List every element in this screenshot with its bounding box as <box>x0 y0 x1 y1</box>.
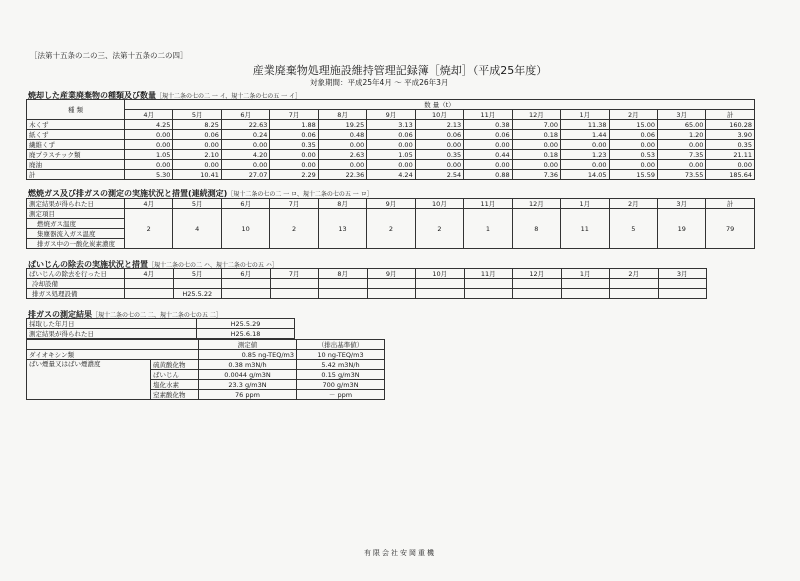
blank-cell <box>27 340 199 350</box>
date-cell <box>658 279 707 289</box>
count-cell: 19 <box>657 209 705 249</box>
month-header: 8月 <box>319 269 368 279</box>
date-cell <box>416 289 465 299</box>
table-row <box>27 120 755 130</box>
date-cell <box>513 289 562 299</box>
quantity-cell: 8.25 <box>173 120 221 130</box>
quantity-cell: 0.35 <box>270 140 318 150</box>
pollutant-standard: － ppm <box>297 390 385 400</box>
date-cell <box>125 279 174 289</box>
waste-type-label: 繊維くず <box>27 140 125 150</box>
quantity-cell: 2.29 <box>270 170 318 180</box>
quantity-cell: 11.38 <box>561 120 609 130</box>
quantity-cell: 0.00 <box>125 130 173 140</box>
pollutant-label: 塩化水素 <box>151 380 199 390</box>
quantity-cell: 0.35 <box>415 150 463 160</box>
table-row <box>27 150 755 160</box>
date-cell <box>610 279 659 289</box>
month-header: 11月 <box>464 110 512 120</box>
section2-title: 燃焼ガス及び排ガスの測定の実施状況と措置(連続測定) <box>28 189 228 198</box>
month-header: 1月 <box>561 269 610 279</box>
quantity-cell: 0.06 <box>270 130 318 140</box>
count-cell: 4 <box>173 209 221 249</box>
total-header: 計 <box>706 199 754 209</box>
waste-type-label: 計 <box>27 170 125 180</box>
month-header: 8月 <box>318 110 366 120</box>
count-cell: 8 <box>512 209 560 249</box>
month-header: 7月 <box>270 110 318 120</box>
item-label: 燃焼ガス温度 <box>27 219 125 229</box>
quantity-cell: 160.28 <box>706 120 755 130</box>
quantity-cell: 5.30 <box>125 170 173 180</box>
month-header: 1月 <box>561 110 609 120</box>
date-cell <box>464 279 513 289</box>
pollutant-label: ばいじん <box>151 370 199 380</box>
quantity-cell: 0.18 <box>512 130 560 140</box>
quantity-cell: 0.00 <box>125 140 173 150</box>
quantity-cell: 0.00 <box>561 140 609 150</box>
quantity-cell: 0.00 <box>221 140 269 150</box>
dioxin-standard: 10 ng-TEQ/m3 <box>297 350 385 360</box>
month-header: 3月 <box>657 199 705 209</box>
quantity-cell: 0.00 <box>221 160 269 170</box>
table-row <box>27 360 385 370</box>
quantity-cell: 0.00 <box>415 160 463 170</box>
column-header-standard: （排出基準値） <box>297 340 385 350</box>
column-header-quantity: 数 量（t） <box>125 100 755 110</box>
quantity-cell: 0.06 <box>173 130 221 140</box>
count-cell: 13 <box>318 209 366 249</box>
month-header: 10月 <box>416 269 465 279</box>
exhaust-results-table <box>26 339 385 400</box>
quantity-cell: 0.18 <box>512 150 560 160</box>
quantity-cell: 7.36 <box>512 170 560 180</box>
quantity-cell: 0.38 <box>464 120 512 130</box>
quantity-cell: 65.00 <box>657 120 705 130</box>
waste-type-label: 廃プラスチック類 <box>27 150 125 160</box>
quantity-cell: 0.00 <box>318 140 366 150</box>
table-row <box>27 130 755 140</box>
month-header-row <box>27 269 707 279</box>
equipment-label: 冷却設備 <box>27 279 125 289</box>
month-header: 7月 <box>270 269 319 279</box>
date-cell <box>513 279 562 289</box>
quantity-cell: 185.64 <box>706 170 755 180</box>
sample-date-value: H25.5.29 <box>197 319 295 329</box>
pollutant-value: 0.38 m3N/h <box>199 360 297 370</box>
month-header: 4月 <box>125 269 174 279</box>
month-header-row <box>27 110 755 120</box>
table-row <box>27 170 755 180</box>
date-cell <box>367 279 416 289</box>
date-cell <box>125 289 174 299</box>
quantity-cell: 0.00 <box>415 140 463 150</box>
sample-date-label: 採取した年月日 <box>27 319 197 329</box>
section3-ref: ［規十二条の七の二 ハ、規十二条の七の五 ハ］ <box>148 262 278 269</box>
quantity-cell: 0.00 <box>609 160 657 170</box>
quantity-cell: 0.44 <box>464 150 512 160</box>
items-label: 測定項目 <box>27 209 125 219</box>
date-cell <box>222 279 271 289</box>
waste-type-label: 廃油 <box>27 160 125 170</box>
quantity-cell: 0.00 <box>125 160 173 170</box>
page-title: 産業廃棄物処理施設維持管理記録簿［焼却］（平成25年度） <box>252 64 548 77</box>
quantity-cell: 1.05 <box>367 150 415 160</box>
section4-title: 排ガスの測定結果 <box>28 310 92 319</box>
quantity-cell: 0.00 <box>318 160 366 170</box>
target-period: 対象期間：平成25年4月 ～ 平成26年3月 <box>310 78 449 87</box>
quantity-cell: 0.00 <box>561 160 609 170</box>
quantity-cell: 0.00 <box>173 160 221 170</box>
month-header: 4月 <box>125 199 173 209</box>
quantity-cell: 0.53 <box>609 150 657 160</box>
date-label: 測定結果が得られた日 <box>27 199 125 209</box>
month-header: 7月 <box>270 199 318 209</box>
result-date-value: H25.6.18 <box>197 329 295 339</box>
column-header-measured: 測定値 <box>199 340 297 350</box>
date-cell <box>222 289 271 299</box>
waste-type-label: 木くず <box>27 120 125 130</box>
quantity-cell: 0.00 <box>270 160 318 170</box>
quantity-cell: 7.00 <box>512 120 560 130</box>
pollutant-value: 23.3 g/m3N <box>199 380 297 390</box>
quantity-cell: 0.06 <box>609 130 657 140</box>
month-header: 8月 <box>318 199 366 209</box>
quantity-cell: 14.05 <box>561 170 609 180</box>
smoke-label: ばい煙量又はばい煙濃度 <box>27 360 151 400</box>
quantity-cell: 1.20 <box>657 130 705 140</box>
quantity-cell: 73.55 <box>657 170 705 180</box>
quantity-cell: 0.35 <box>706 140 755 150</box>
month-header: 10月 <box>415 110 463 120</box>
quantity-cell: 1.88 <box>270 120 318 130</box>
date-cell <box>561 289 610 299</box>
quantity-cell: 0.00 <box>367 160 415 170</box>
quantity-cell: 7.35 <box>657 150 705 160</box>
company-name: 有限会社安岡重機 <box>364 549 436 557</box>
quantity-cell: 1.23 <box>561 150 609 160</box>
table-row <box>27 350 385 360</box>
month-header: 5月 <box>173 199 221 209</box>
month-header: 3月 <box>657 110 705 120</box>
quantity-cell: 0.00 <box>609 140 657 150</box>
exhaust-dates-table <box>26 318 295 339</box>
table-row <box>27 279 707 289</box>
quantity-cell: 10.41 <box>173 170 221 180</box>
section3-title: ばいじんの除去の実施状況と措置 <box>28 260 148 269</box>
item-label: 集塵器流入ガス温度 <box>27 229 125 239</box>
month-header: 2月 <box>609 199 657 209</box>
count-cell: 79 <box>706 209 754 249</box>
law-reference: ［法第十五条の二の三、法第十五条の二の四］ <box>30 51 188 60</box>
quantity-cell: 4.24 <box>367 170 415 180</box>
month-header: 10月 <box>415 199 463 209</box>
quantity-cell: 3.13 <box>367 120 415 130</box>
waste-type-label: 紙くず <box>27 130 125 140</box>
date-cell <box>464 289 513 299</box>
month-header: 5月 <box>173 110 221 120</box>
quantity-cell: 15.00 <box>609 120 657 130</box>
quantity-cell: 0.00 <box>657 140 705 150</box>
pollutant-label: 窒素酸化物 <box>151 390 199 400</box>
gas-measurement-table <box>26 198 755 249</box>
table-header-row <box>27 100 755 110</box>
waste-quantity-table <box>26 99 755 180</box>
table-header-row <box>27 340 385 350</box>
quantity-cell: 0.24 <box>221 130 269 140</box>
count-cell: 5 <box>609 209 657 249</box>
date-cell: H25.5.22 <box>173 289 222 299</box>
date-cell <box>319 289 368 299</box>
quantity-cell: 2.63 <box>318 150 366 160</box>
quantity-cell: 1.05 <box>125 150 173 160</box>
quantity-cell: 22.36 <box>318 170 366 180</box>
quantity-cell: 0.00 <box>512 160 560 170</box>
quantity-cell: 1.44 <box>561 130 609 140</box>
month-header: 2月 <box>609 110 657 120</box>
quantity-cell: 2.10 <box>173 150 221 160</box>
month-header: 6月 <box>222 269 271 279</box>
section2-ref: ［規十二条の七の二 一 ロ、規十二条の七の五 一 ロ］ <box>227 191 373 198</box>
month-header: 9月 <box>367 110 415 120</box>
pollutant-label: 硫黄酸化物 <box>151 360 199 370</box>
count-cell: 2 <box>367 209 415 249</box>
quantity-cell: 0.00 <box>512 140 560 150</box>
quantity-cell: 2.54 <box>415 170 463 180</box>
date-cell <box>610 289 659 299</box>
month-header: 4月 <box>125 110 173 120</box>
month-header: 6月 <box>221 199 269 209</box>
date-cell <box>416 279 465 289</box>
quantity-cell: 4.25 <box>125 120 173 130</box>
quantity-cell: 0.48 <box>318 130 366 140</box>
dust-removal-table <box>26 268 707 299</box>
result-date-label: 測定結果が得られた日 <box>27 329 197 339</box>
month-header: 9月 <box>367 269 416 279</box>
equipment-label: 排ガス処理設備 <box>27 289 125 299</box>
section1-ref: ［規十二条の七の二 一 イ、規十二条の七の五 一 イ］ <box>156 93 302 100</box>
table-row <box>27 329 295 339</box>
section1-title: 焼却した産業廃棄物の種類及び数量 <box>28 91 156 100</box>
dioxin-label: ダイオキシン類 <box>27 350 199 360</box>
month-header: 6月 <box>221 110 269 120</box>
quantity-cell: 0.00 <box>173 140 221 150</box>
month-header: 5月 <box>173 269 222 279</box>
quantity-cell: 22.63 <box>221 120 269 130</box>
quantity-cell: 0.00 <box>464 160 512 170</box>
quantity-cell: 2.13 <box>415 120 463 130</box>
count-cell: 2 <box>125 209 173 249</box>
quantity-cell: 0.00 <box>464 140 512 150</box>
month-header: 11月 <box>464 269 513 279</box>
date-cell <box>367 289 416 299</box>
quantity-cell: 0.00 <box>367 140 415 150</box>
month-header: 1月 <box>561 199 609 209</box>
dioxin-value: 0.85 ng-TEQ/m3 <box>199 350 297 360</box>
pollutant-value: 76 ppm <box>199 390 297 400</box>
item-label: 排ガス中の一酸化炭素濃度 <box>27 239 125 249</box>
quantity-cell: 0.00 <box>657 160 705 170</box>
column-header-kind: 種 類 <box>27 100 125 120</box>
date-label: ばいじんの除去を行った日 <box>27 269 125 279</box>
quantity-cell: 0.06 <box>415 130 463 140</box>
table-row <box>27 209 755 219</box>
table-row <box>27 140 755 150</box>
month-header-row <box>27 199 755 209</box>
quantity-cell: 0.00 <box>270 150 318 160</box>
quantity-cell: 0.06 <box>464 130 512 140</box>
table-row <box>27 319 295 329</box>
date-cell <box>319 279 368 289</box>
quantity-cell: 0.00 <box>706 160 755 170</box>
quantity-cell: 3.90 <box>706 130 755 140</box>
date-cell <box>270 289 319 299</box>
date-cell <box>173 279 222 289</box>
month-header: 2月 <box>610 269 659 279</box>
date-cell <box>270 279 319 289</box>
date-cell <box>561 279 610 289</box>
quantity-cell: 21.11 <box>706 150 755 160</box>
count-cell: 11 <box>561 209 609 249</box>
pollutant-standard: 0.15 g/m3N <box>297 370 385 380</box>
count-cell: 1 <box>464 209 512 249</box>
count-cell: 10 <box>221 209 269 249</box>
count-cell: 2 <box>415 209 463 249</box>
section4-ref: ［規十二条の七の二 二、規十二条の七の五 二］ <box>92 312 222 319</box>
table-row <box>27 160 755 170</box>
quantity-cell: 0.88 <box>464 170 512 180</box>
pollutant-standard: 700 g/m3N <box>297 380 385 390</box>
pollutant-value: 0.0044 g/m3N <box>199 370 297 380</box>
table-row <box>27 289 707 299</box>
count-cell: 2 <box>270 209 318 249</box>
month-header: 12月 <box>512 199 560 209</box>
quantity-cell: 0.06 <box>367 130 415 140</box>
quantity-cell: 4.20 <box>221 150 269 160</box>
month-header: 3月 <box>658 269 707 279</box>
pollutant-standard: 5.42 m3N/h <box>297 360 385 370</box>
month-header: 11月 <box>464 199 512 209</box>
date-cell <box>658 289 707 299</box>
month-header: 12月 <box>512 110 560 120</box>
quantity-cell: 19.25 <box>318 120 366 130</box>
quantity-cell: 27.07 <box>221 170 269 180</box>
total-header: 計 <box>706 110 755 120</box>
quantity-cell: 15.59 <box>609 170 657 180</box>
month-header: 12月 <box>513 269 562 279</box>
month-header: 9月 <box>367 199 415 209</box>
